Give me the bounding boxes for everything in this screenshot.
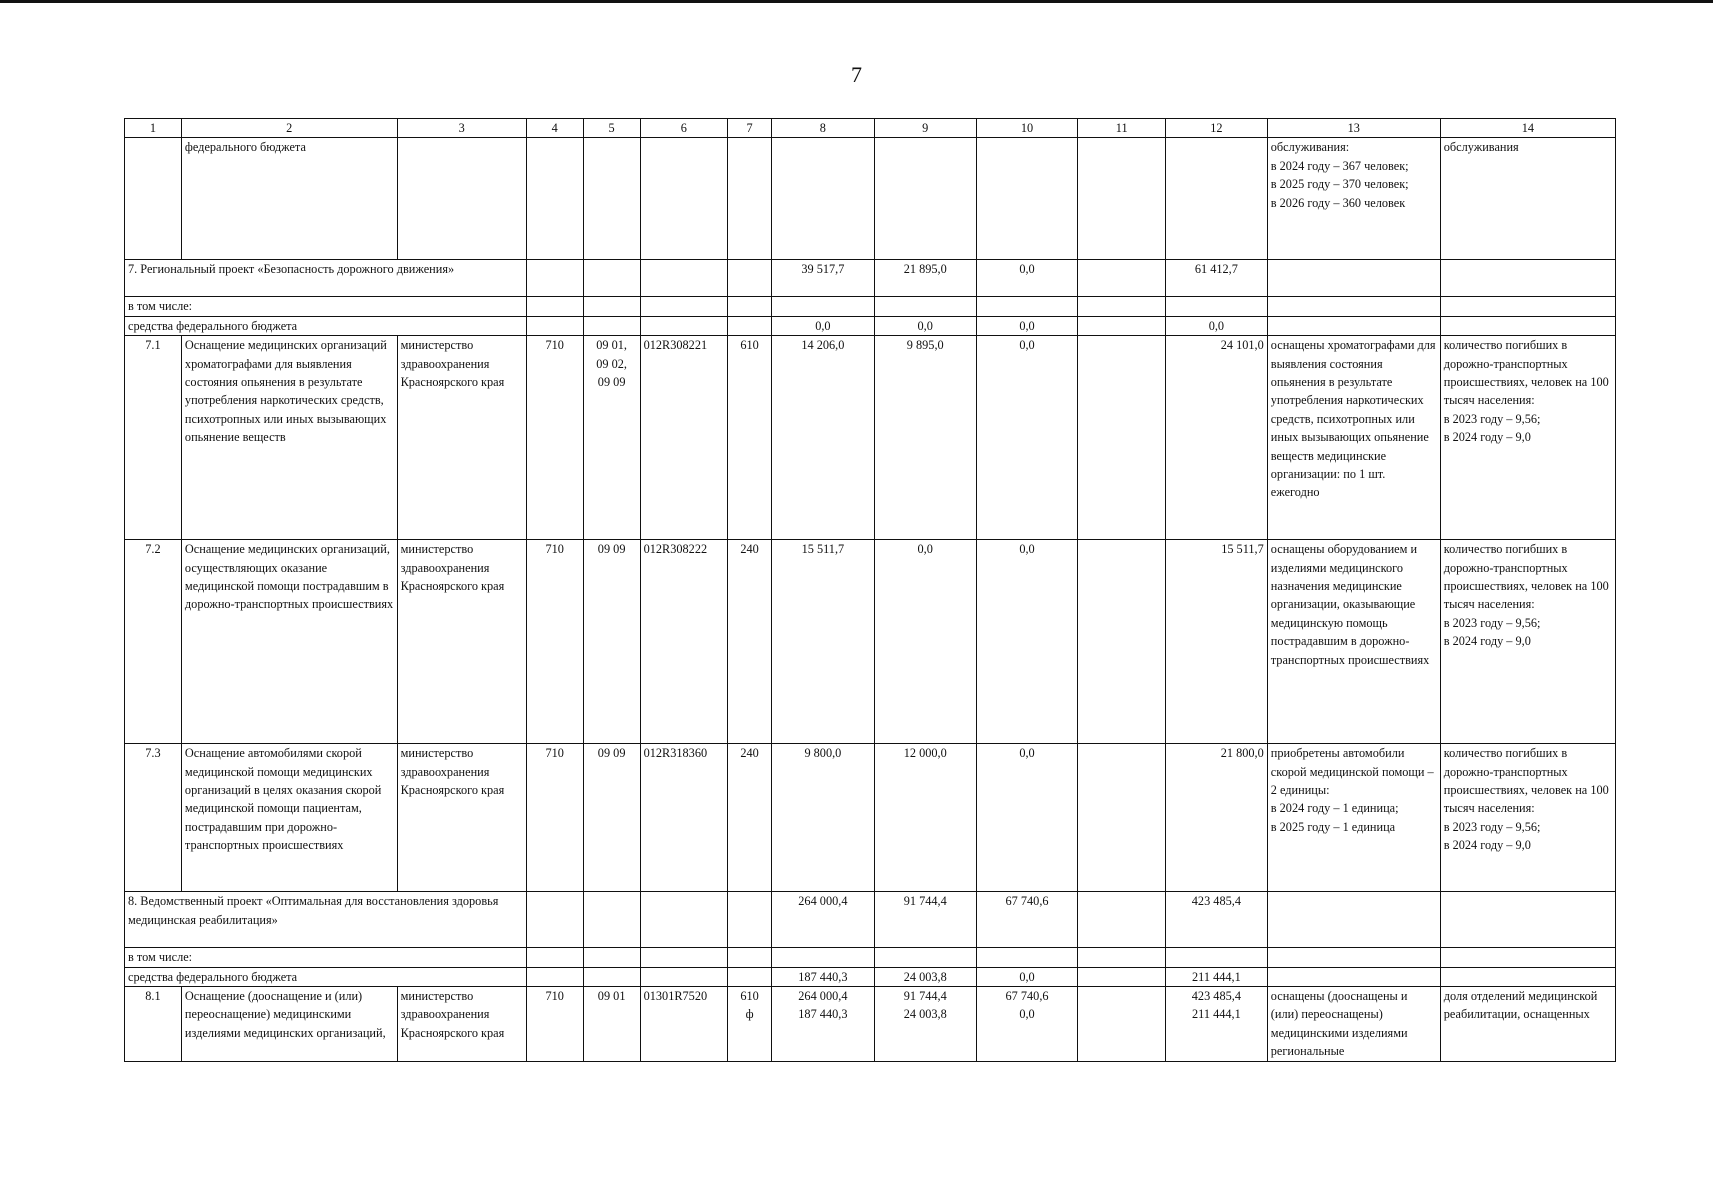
table-cell [976,138,1078,260]
table-cell [728,316,772,335]
table-cell: количество погибших в дорожно-транспортных происшествиях, человек на 100 тысяч населения: в 2023 году – 9,56; в 2024 году – 9,0 [1440,744,1615,892]
table-cell [583,297,640,316]
section-title: 7. Региональный проект «Безопасность дорожного движения» [125,260,527,297]
table-cell [771,138,874,260]
table-cell: Оснащение медицинских организаций, осуществляющих оказание медицинской помощи пострадавшим в дорожно-транспортных происшествиях [181,540,397,744]
column-number: 8 [771,119,874,138]
table-cell: 09 09 [583,540,640,744]
table-cell [1165,138,1267,260]
row-number: 7.1 [125,336,182,540]
table-cell [1078,540,1166,744]
table-cell: 0,0 [976,316,1078,335]
table-cell [526,260,583,297]
table-cell: 423 485,4 211 444,1 [1165,987,1267,1062]
table-cell [1078,744,1166,892]
table-cell [1165,297,1267,316]
column-number: 5 [583,119,640,138]
table-cell [771,297,874,316]
table-cell [125,138,182,260]
table-cell: 610 [728,336,772,540]
table-row [125,316,1616,335]
table-row [125,540,1616,744]
table-cell: оснащены оборудованием и изделиями медицинского назначения медицинские организации, оказывающие медицинскую помощь пострадавшим в дорожно-транспортных происшествиях [1267,540,1440,744]
column-number: 7 [728,119,772,138]
table-cell: 61 412,7 [1165,260,1267,297]
table-cell: оснащены хроматографами для выявления состояния опьянения в результате употребления наркотических средств, психотропных или иных вызывающих опьянение веществ медицинские организации: по 1 шт. ежегодно [1267,336,1440,540]
column-number: 14 [1440,119,1615,138]
table-cell [1267,316,1440,335]
table-cell: доля отделений медицинской реабилитации, оснащенных [1440,987,1615,1062]
table-cell: 67 740,6 0,0 [976,987,1078,1062]
table-cell: 9 895,0 [874,336,976,540]
table-cell [640,138,728,260]
table-cell [1078,316,1166,335]
table-cell: 0,0 [976,967,1078,986]
column-number: 4 [526,119,583,138]
table-cell [1078,336,1166,540]
table-cell: 012R308221 [640,336,728,540]
table-cell: 14 206,0 [771,336,874,540]
column-number: 9 [874,119,976,138]
table-cell [728,260,772,297]
table-cell: 09 09 [583,744,640,892]
table-cell: 01301R7520 [640,987,728,1062]
table-cell: 0,0 [874,316,976,335]
table-cell: 264 000,4 [771,892,874,948]
table-cell [1440,316,1615,335]
table-row [125,297,1616,316]
table-cell [526,892,583,948]
column-number: 13 [1267,119,1440,138]
table-cell: министерство здравоохранения Красноярского края [397,336,526,540]
table-cell [1078,967,1166,986]
table-cell: федерального бюджета [181,138,397,260]
column-number: 1 [125,119,182,138]
table-cell [1440,297,1615,316]
table-cell: Оснащение автомобилями скорой медицинской помощи медицинских организаций в целях оказания скорой медицинской помощи пациентам, пострадавшим при дорожно-транспортных происшествиях [181,744,397,892]
column-number: 11 [1078,119,1166,138]
table-cell: 187 440,3 [771,967,874,986]
table-row [125,892,1616,948]
subtotal-label: средства федерального бюджета [125,967,527,986]
table-cell [1440,892,1615,948]
table-cell [1267,892,1440,948]
table-cell: 264 000,4 187 440,3 [771,987,874,1062]
table-cell [728,892,772,948]
table-cell: 211 444,1 [1165,967,1267,986]
table-cell: 21 895,0 [874,260,976,297]
table-cell: министерство здравоохранения Красноярского края [397,540,526,744]
table-cell: Оснащение (дооснащение и (или) переоснащение) медицинскими изделиями медицинских организаций, [181,987,397,1062]
table-cell: 0,0 [976,260,1078,297]
table-cell: 240 [728,744,772,892]
table-cell [640,297,728,316]
table-cell [640,260,728,297]
table-cell: министерство здравоохранения Красноярского края [397,744,526,892]
table-cell: 0,0 [771,316,874,335]
table-cell: 012R308222 [640,540,728,744]
row-number: 7.3 [125,744,182,892]
table-cell [1440,260,1615,297]
table-cell [583,260,640,297]
table-cell [728,297,772,316]
scan-top-edge [0,0,1713,3]
table-cell [526,316,583,335]
table-cell: 67 740,6 [976,892,1078,948]
table-cell [976,297,1078,316]
subtotal-label: в том числе: [125,948,527,967]
subtotal-label: в том числе: [125,297,527,316]
table-cell [1078,138,1166,260]
table-cell [1267,948,1440,967]
table-cell: 91 744,4 24 003,8 [874,987,976,1062]
table-cell: 15 511,7 [1165,540,1267,744]
table-cell [640,948,728,967]
table-cell [583,948,640,967]
table-cell: 39 517,7 [771,260,874,297]
budget-table [124,118,1616,1062]
table-cell [640,316,728,335]
table-cell [874,297,976,316]
table-cell [583,316,640,335]
table-cell [728,967,772,986]
table-cell [1267,967,1440,986]
table-cell: обслуживания: в 2024 году – 367 человек; в 2025 году – 370 человек; в 2026 году – 360 человек [1267,138,1440,260]
table-cell: 12 000,0 [874,744,976,892]
column-number-row [125,119,1616,138]
column-number: 10 [976,119,1078,138]
table-cell [1440,948,1615,967]
table-cell: 91 744,4 [874,892,976,948]
table-cell: 0,0 [874,540,976,744]
column-number: 6 [640,119,728,138]
table-cell: Оснащение медицинских организаций хроматографами для выявления состояния опьянения в результате употребления наркотических средств, психотропных или иных вызывающих опьянение веществ [181,336,397,540]
column-number: 3 [397,119,526,138]
table-cell: 423 485,4 [1165,892,1267,948]
table-cell [1078,987,1166,1062]
section-title: 8. Ведомственный проект «Оптимальная для восстановления здоровья медицинская реабилитация» [125,892,527,948]
table-cell: приобретены автомобили скорой медицинской помощи – 2 единицы: в 2024 году – 1 единица; в 2025 году – 1 единица [1267,744,1440,892]
table-cell: оснащены (дооснащены и (или) переоснащены) медицинскими изделиями региональные [1267,987,1440,1062]
table-row [125,948,1616,967]
table-cell: 24 003,8 [874,967,976,986]
table-cell: министерство здравоохранения Красноярского края [397,987,526,1062]
table-cell [1078,948,1166,967]
table-cell: 710 [526,744,583,892]
table-cell: количество погибших в дорожно-транспортных происшествиях, человек на 100 тысяч населения: в 2023 году – 9,56; в 2024 году – 9,0 [1440,540,1615,744]
table-cell [1078,260,1166,297]
table-cell [874,138,976,260]
table-cell [640,892,728,948]
table-cell: 710 [526,987,583,1062]
table-cell [728,138,772,260]
table-cell [583,967,640,986]
table-cell: 0,0 [976,540,1078,744]
table-row [125,987,1616,1062]
table-cell [976,948,1078,967]
table-cell [583,892,640,948]
column-number: 2 [181,119,397,138]
table-row [125,260,1616,297]
table-row [125,138,1616,260]
table-cell [1267,297,1440,316]
page-number: 7 [851,62,862,87]
row-number: 7.2 [125,540,182,744]
table-cell: обслуживания [1440,138,1615,260]
table-cell: 24 101,0 [1165,336,1267,540]
table-cell: 012R318360 [640,744,728,892]
table-cell: 09 01, 09 02, 09 09 [583,336,640,540]
subtotal-label: средства федерального бюджета [125,316,527,335]
table-cell [1440,967,1615,986]
table-cell: количество погибших в дорожно-транспортных происшествиях, человек на 100 тысяч населения: в 2023 году – 9,56; в 2024 году – 9,0 [1440,336,1615,540]
table-row [125,967,1616,986]
table-cell: 240 [728,540,772,744]
table-cell: 0,0 [976,336,1078,540]
table-cell: 21 800,0 [1165,744,1267,892]
table-cell [640,967,728,986]
table-cell [397,138,526,260]
table-cell [728,948,772,967]
table-cell: 0,0 [976,744,1078,892]
table-cell [526,967,583,986]
column-number: 12 [1165,119,1267,138]
table-cell [771,948,874,967]
table-cell [1078,297,1166,316]
table-cell [526,297,583,316]
table-cell [526,138,583,260]
table-cell: 610 ф [728,987,772,1062]
table-cell: 15 511,7 [771,540,874,744]
table-cell: 710 [526,540,583,744]
table-row [125,336,1616,540]
table-cell [1165,948,1267,967]
table-cell: 0,0 [1165,316,1267,335]
table-cell [526,948,583,967]
table-cell [583,138,640,260]
table-cell [1267,260,1440,297]
table-cell: 09 01 [583,987,640,1062]
table-row [125,744,1616,892]
table-cell: 710 [526,336,583,540]
table-cell: 9 800,0 [771,744,874,892]
row-number: 8.1 [125,987,182,1062]
table-cell [874,948,976,967]
table-cell [1078,892,1166,948]
